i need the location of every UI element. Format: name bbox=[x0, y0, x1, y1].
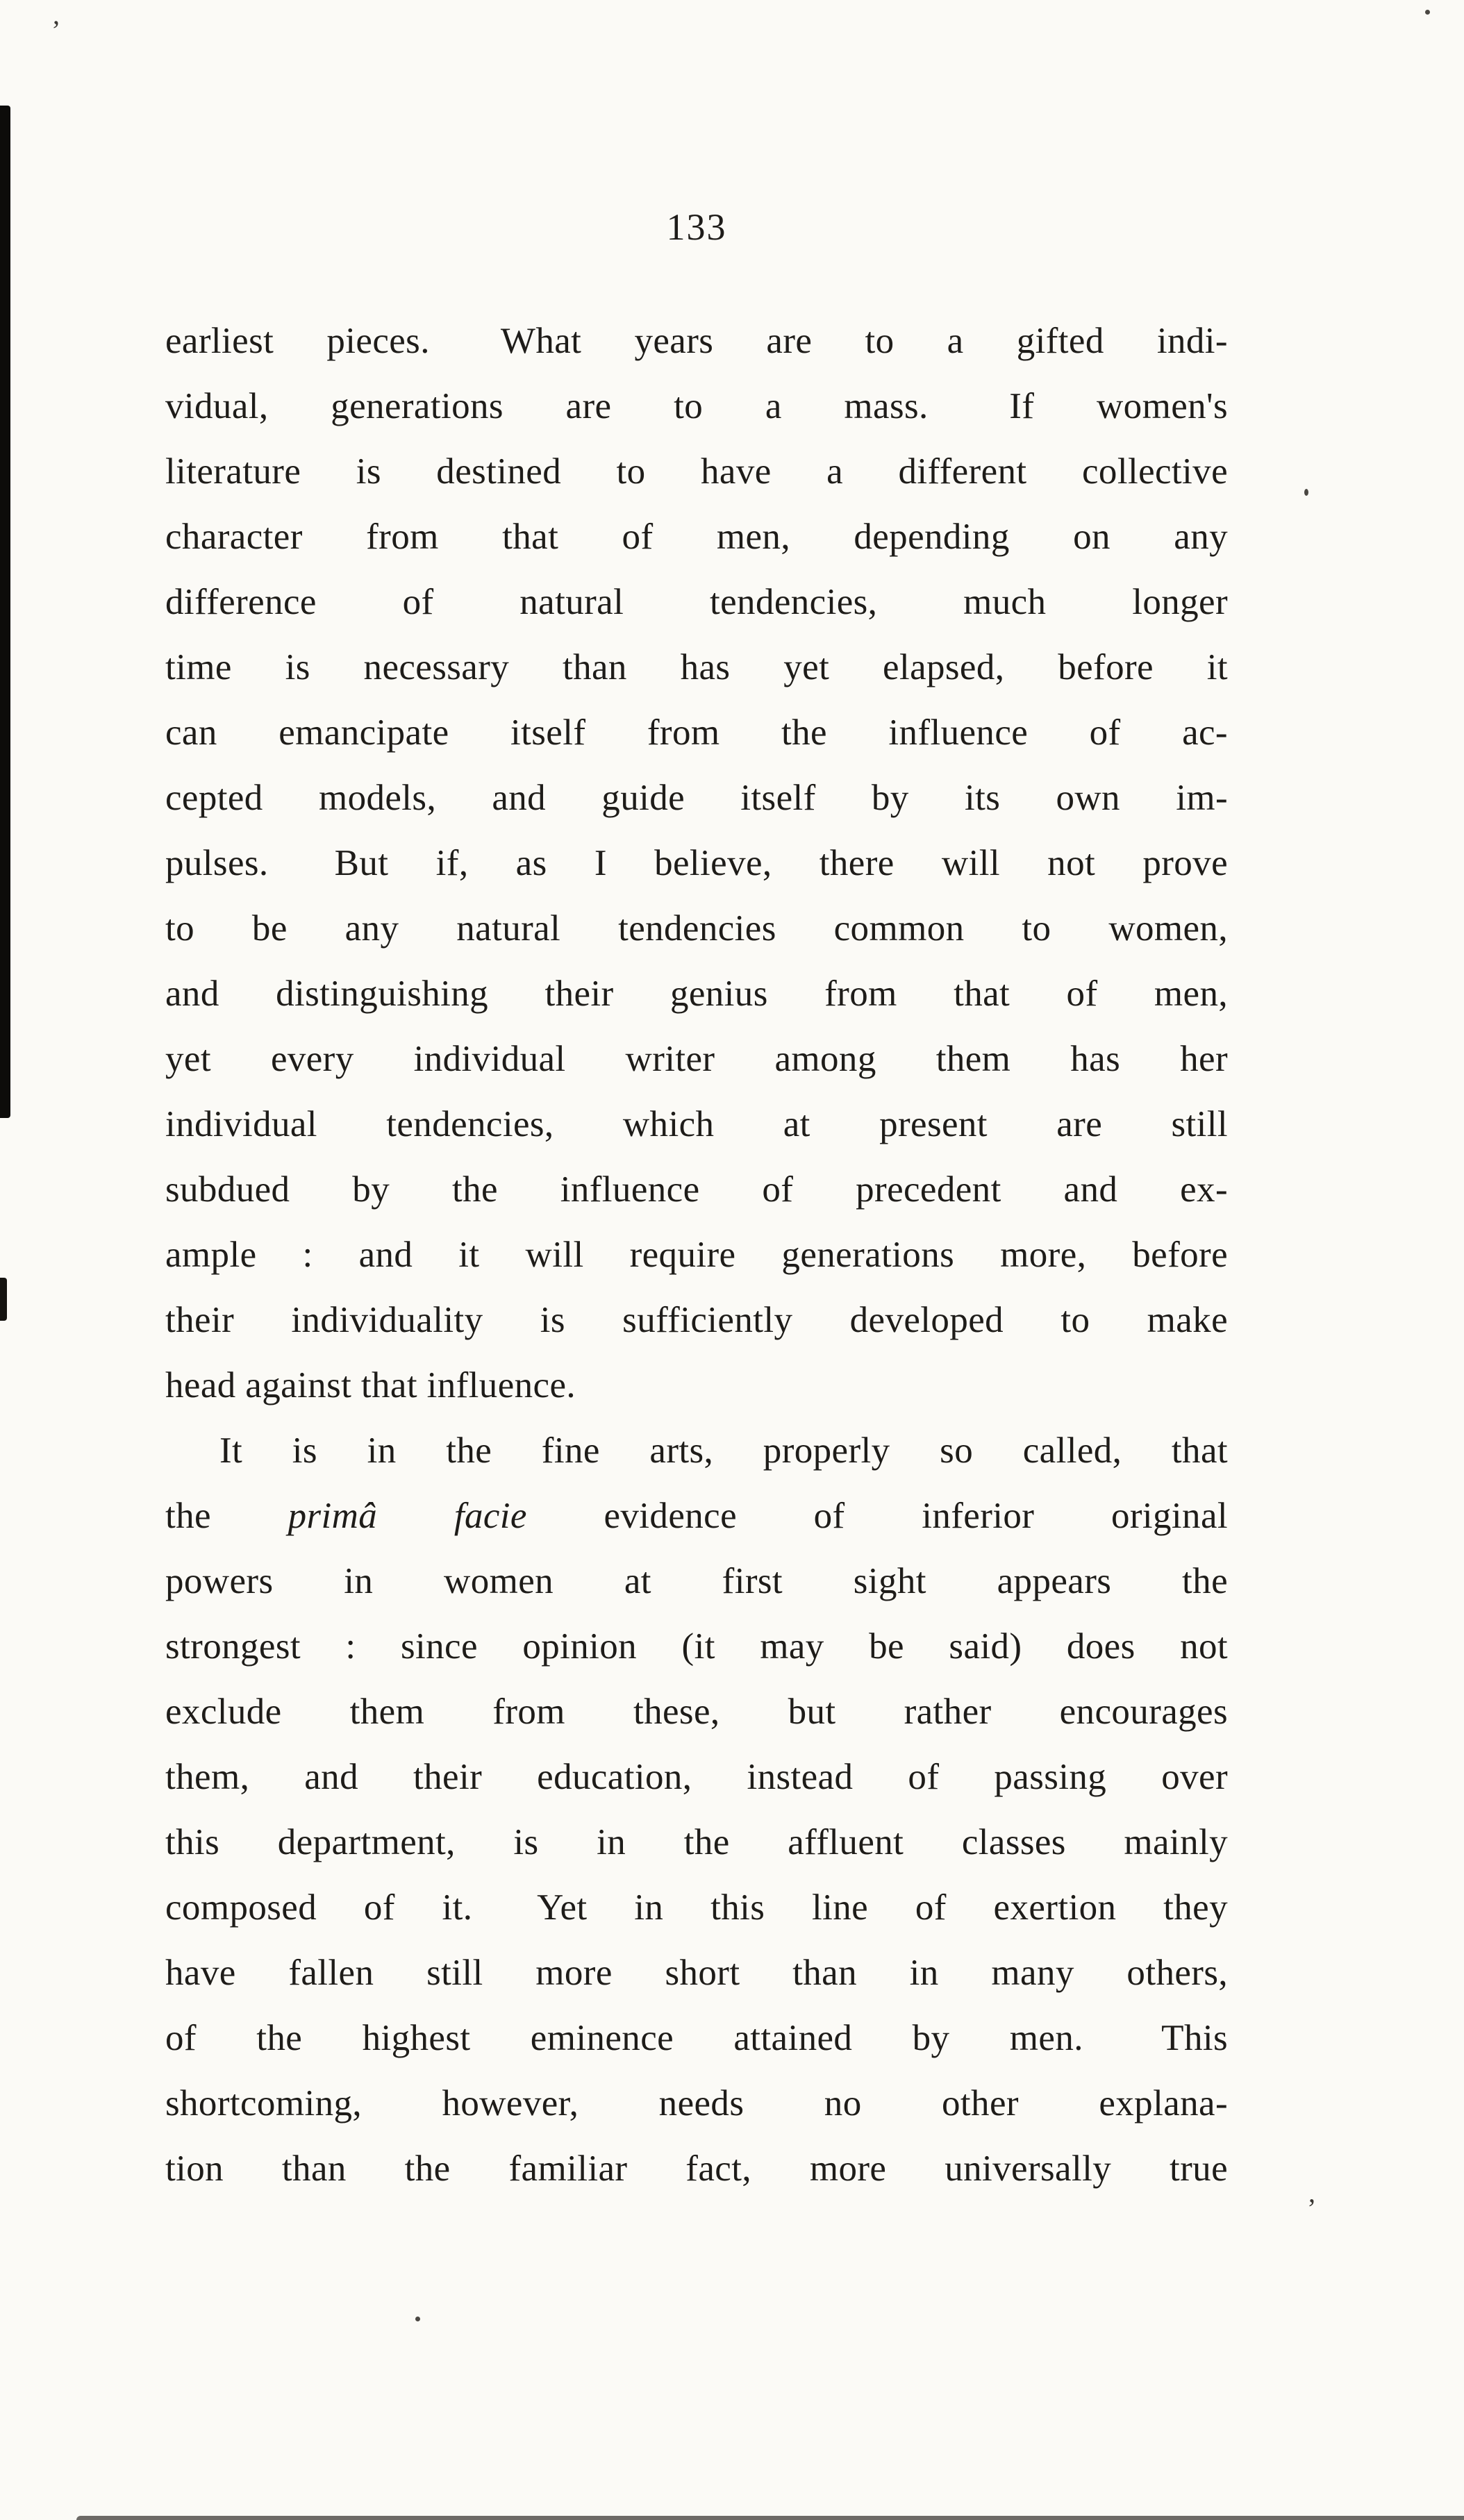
page-number: 133 bbox=[666, 206, 727, 248]
text-line: the primâ facie evidence of inferior original bbox=[165, 1496, 1228, 1536]
text-line: tion than the familiar fact, more universally true bbox=[165, 2148, 1228, 2189]
text-line: yet every individual writer among them has her bbox=[165, 1039, 1228, 1079]
paragraph bbox=[165, 1418, 1228, 2201]
text-line: strongest : since opinion (it may be said) does not bbox=[165, 1626, 1228, 1667]
scan-speck-right-margin-upper bbox=[1304, 489, 1308, 496]
scan-artifact-left-mark bbox=[0, 1278, 7, 1321]
text-line: this department, is in the affluent classes mainly bbox=[165, 1822, 1228, 1862]
text-line: subdued by the influence of precedent and ex- bbox=[165, 1169, 1228, 1210]
text-line: composed of it. Yet in this line of exertion they bbox=[165, 1887, 1228, 1928]
scan-speck-right-margin-lower: , bbox=[1308, 2177, 1315, 2208]
text-line: and distinguishing their genius from that of men, bbox=[165, 974, 1228, 1014]
text-line: character from that of men, depending on any bbox=[165, 517, 1228, 557]
text-line: to be any natural tendencies common to women, bbox=[165, 908, 1228, 949]
text-line: pulses. But if, as I believe, there will not prove bbox=[165, 843, 1228, 883]
text-line: them, and their education, instead of passing over bbox=[165, 1757, 1228, 1797]
text-line: can emancipate itself from the influence of ac- bbox=[165, 712, 1228, 753]
text-line: shortcoming, however, needs no other explana- bbox=[165, 2083, 1228, 2123]
scan-artifact-left-bar bbox=[0, 106, 10, 1118]
page-text bbox=[165, 308, 1228, 2201]
scan-speck-top-left: ’ bbox=[51, 15, 61, 46]
text-line: their individuality is sufficiently developed to make bbox=[165, 1300, 1228, 1340]
text-line: exclude them from these, but rather encourages bbox=[165, 1692, 1228, 1732]
text-line: cepted models, and guide itself by its own im- bbox=[165, 778, 1228, 818]
text-line: head against that influence. bbox=[165, 1365, 576, 1405]
text-line: literature is destined to have a different collective bbox=[165, 451, 1228, 492]
scan-speck-top-right bbox=[1425, 10, 1430, 15]
text-line: of the highest eminence attained by men. This bbox=[165, 2018, 1228, 2058]
text-line: time is necessary than has yet elapsed, before it bbox=[165, 647, 1228, 687]
text-line: earliest pieces. What years are to a gifted indi- bbox=[165, 321, 1228, 361]
text-line: It is in the fine arts, properly so called, that bbox=[219, 1430, 1228, 1471]
text-line: have fallen still more short than in many others, bbox=[165, 1953, 1228, 1993]
text-line: powers in women at first sight appears the bbox=[165, 1561, 1228, 1601]
scan-artifact-bottom-edge bbox=[76, 2516, 1464, 2520]
paragraph bbox=[165, 308, 1228, 1418]
text-line: ample : and it will require generations more, before bbox=[165, 1235, 1228, 1275]
scan-speck-bottom-center bbox=[415, 2317, 420, 2321]
text-line: vidual, generations are to a mass. If women's bbox=[165, 386, 1228, 426]
text-line: individual tendencies, which at present are still bbox=[165, 1104, 1228, 1144]
text-line: difference of natural tendencies, much longer bbox=[165, 582, 1228, 622]
